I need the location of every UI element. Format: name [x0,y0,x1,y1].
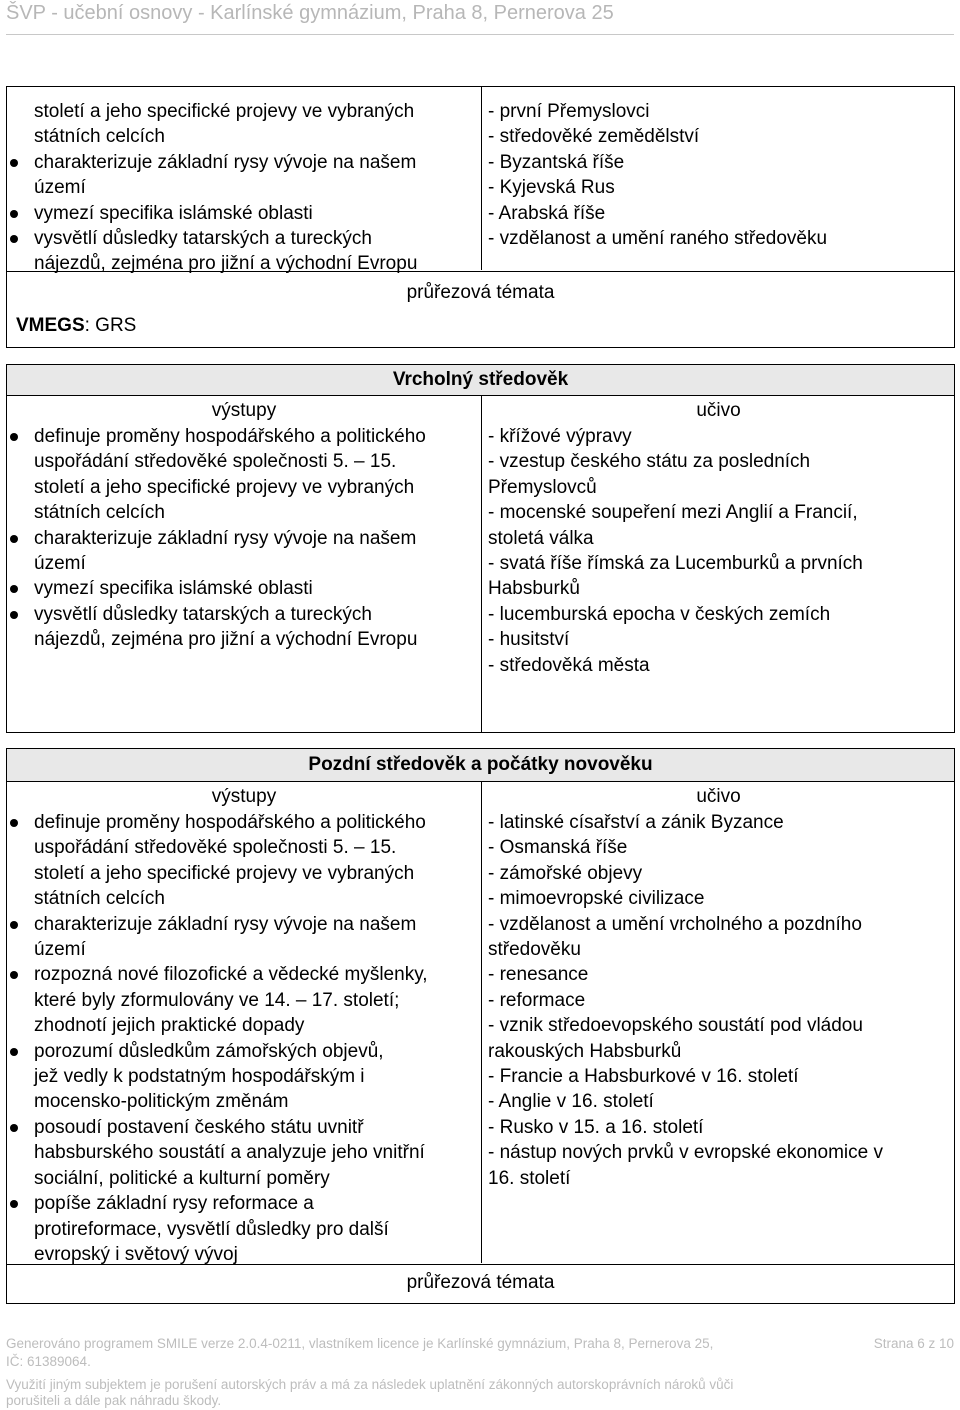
outcome-continuation: habsburského soustátí a analyzuje jeho vnitřní [34,1142,425,1164]
outcome-item: charakterizuje základní rysy vývoje na našem [7,912,481,937]
content-item: - reformace [488,989,586,1011]
section-title: Vrcholný středověk [7,365,954,396]
vmegs-label: VMEGS [16,315,85,336]
section-high-middle-ages [6,364,955,733]
outcome-continuation: státních celcích [34,888,165,910]
outcome-item: vymezí specifika islámské oblasti [7,576,481,601]
column-divider [481,396,482,732]
content-item: rakouských Habsburků [488,1040,682,1062]
content-column [488,424,948,678]
content-item: - Byzantská říše [488,151,625,173]
vmegs-value: : GRS [84,315,137,336]
content-column [488,810,948,1191]
outcomes-header: výstupy [211,786,277,807]
section-divider [7,1264,954,1265]
outcomes-list [7,810,481,1267]
outcome-continuation: nájezdů, zejména pro jižní a východní Evropu [34,629,418,651]
column-divider [481,782,482,1263]
section-late-middle-ages [6,748,955,1304]
content-list [488,99,948,251]
outcomes-header: výstupy [211,400,277,421]
outcomes-column [7,424,481,653]
outcome-continuation: území [34,553,86,575]
content-item: - mimoevropské civilizace [488,888,705,910]
page-number: Strana 6 z 10 [873,1336,954,1351]
outcome-item: vymezí specifika islámské oblasti [7,201,481,226]
outcomes-list [7,99,481,277]
content-item: - první Přemyslovci [488,101,650,122]
content-item: - Kyjevská Rus [488,177,615,199]
header-divider [6,34,954,35]
footer-copyright-line2: porušiteli a dále pak náhradu škody. [6,1393,222,1408]
outcome-continuation: zhodnotí jejich praktické dopady [34,1015,305,1037]
outcome-item: porozumí důsledkům zámořských objevů, [7,1039,481,1064]
outcome-item: posoudí postavení českého státu uvnitř [7,1115,481,1140]
outcome-item: popíše základní rysy reformace a [7,1191,481,1216]
content-item: - Arabská říše [488,202,606,224]
outcome-continuation: uspořádání středověké společnosti 5. – 15. [34,837,397,859]
page-header-title: ŠVP - učební osnovy - Karlínské gymnázium, Praha 8, Pernerova 25 [6,2,614,24]
outcomes-list [7,424,481,653]
content-item: - mocenské soupeření mezi Anglií a Francií, [488,502,858,524]
outcome-continuation: státních celcích [34,502,165,524]
outcome-continuation: protireformace, vysvětlí důsledky pro další [34,1218,389,1240]
outcome-item: vysvětlí důsledky tatarských a tureckých [7,602,481,627]
content-item: - křížové výpravy [488,426,632,447]
outcome-continuation: století a jeho specifické projevy ve vybraných [34,101,415,122]
outcome-continuation: státních celcích [34,126,165,148]
content-item: - husitství [488,629,570,651]
content-column [488,99,948,251]
content-item: - vzdělanost a umění vrcholného a pozdního [488,913,862,935]
outcome-item: definuje proměny hospodářského a politického [7,810,481,835]
content-item: - vzestup českého státu za posledních [488,451,811,473]
outcome-continuation: století a jeho specifické projevy ve vybraných [34,476,415,498]
vmegs-line [16,315,136,337]
footer-generated [6,1336,713,1370]
content-header: učivo [696,786,741,807]
outcome-continuation: území [34,177,86,199]
content-item: - vznik středoevopského soustátí pod vládou [488,1015,863,1037]
footer-copyright-line1: Využití jiným subjektem je porušení autorských práv a má za následek uplatnění zákonných autorskoprávních nároků vůči [6,1377,734,1392]
content-item: stoletá válka [488,527,594,549]
section-title: Pozdní středověk a počátky novověku [7,749,954,782]
content-item: středověku [488,939,581,961]
content-item: - vzdělanost a umění raného středověku [488,228,828,250]
content-list [488,810,948,1191]
content-item: - svatá říše římská za Lucemburků a prvních [488,553,863,575]
content-item: - středověké zemědělství [488,126,700,148]
content-item: Přemyslovců [488,476,597,498]
footer-generated-line1: Generováno programem SMILE verze 2.0.4-0211, vlastníkem licence je Karlínské gymnázium, Praha 8, Pernerova 25, [6,1336,714,1351]
outcomes-column [7,99,481,277]
footer-copyright [6,1377,733,1409]
content-item: - Francie a Habsburkové v 16. století [488,1066,799,1088]
outcome-continuation: evropský i světový vývoj [34,1243,238,1265]
content-item: - Osmanská říše [488,837,628,859]
outcome-item: rozpozná nové filozofické a vědecké myšlenky, [7,962,481,987]
content-item: Habsburků [488,578,580,600]
column-divider [481,87,482,270]
content-item: - Anglie v 16. století [488,1091,654,1113]
content-header: učivo [696,400,741,421]
outcome-continuation: které byly zformulovány ve 14. – 17. století; [34,989,400,1011]
outcome-item: definuje proměny hospodářského a politického [7,424,481,449]
content-list [488,424,948,678]
content-item: 16. století [488,1167,571,1189]
outcome-continuation: nájezdů, zejména pro jižní a východní Evropu [34,253,418,275]
content-item: - zámořské objevy [488,862,643,884]
content-item: - Rusko v 15. a 16. století [488,1116,704,1138]
content-item: - latinské císařství a zánik Byzance [488,812,784,833]
outcome-continuation: sociální, politické a kulturní poměry [34,1167,330,1189]
footer-generated-line2: IČ: 61389064. [6,1354,91,1369]
outcomes-column [7,810,481,1267]
section-early-middle-ages [6,86,955,348]
outcome-continuation: století a jeho specifické projevy ve vybraných [34,862,415,884]
outcome-continuation: jež vedly k podstatným hospodářským i [34,1066,365,1088]
outcome-continuation: uspořádání středověké společnosti 5. – 15. [34,451,397,473]
crosscut-topics-label: průřezová témata [406,1272,555,1293]
content-item: - renesance [488,964,589,986]
outcome-continuation: mocensko-politickým změnám [34,1091,289,1113]
outcome-item: charakterizuje základní rysy vývoje na našem [7,526,481,551]
outcome-item: vysvětlí důsledky tatarských a tureckých [7,226,481,251]
crosscut-topics-label: průřezová témata [406,282,555,303]
content-item: - středověká města [488,654,650,676]
outcome-item: charakterizuje základní rysy vývoje na našem [7,150,481,175]
content-item: - lucemburská epocha v českých zemích [488,603,831,625]
outcome-continuation: území [34,939,86,961]
content-item: - nástup nových prvků v evropské ekonomice v [488,1142,883,1164]
section-divider [7,271,954,272]
